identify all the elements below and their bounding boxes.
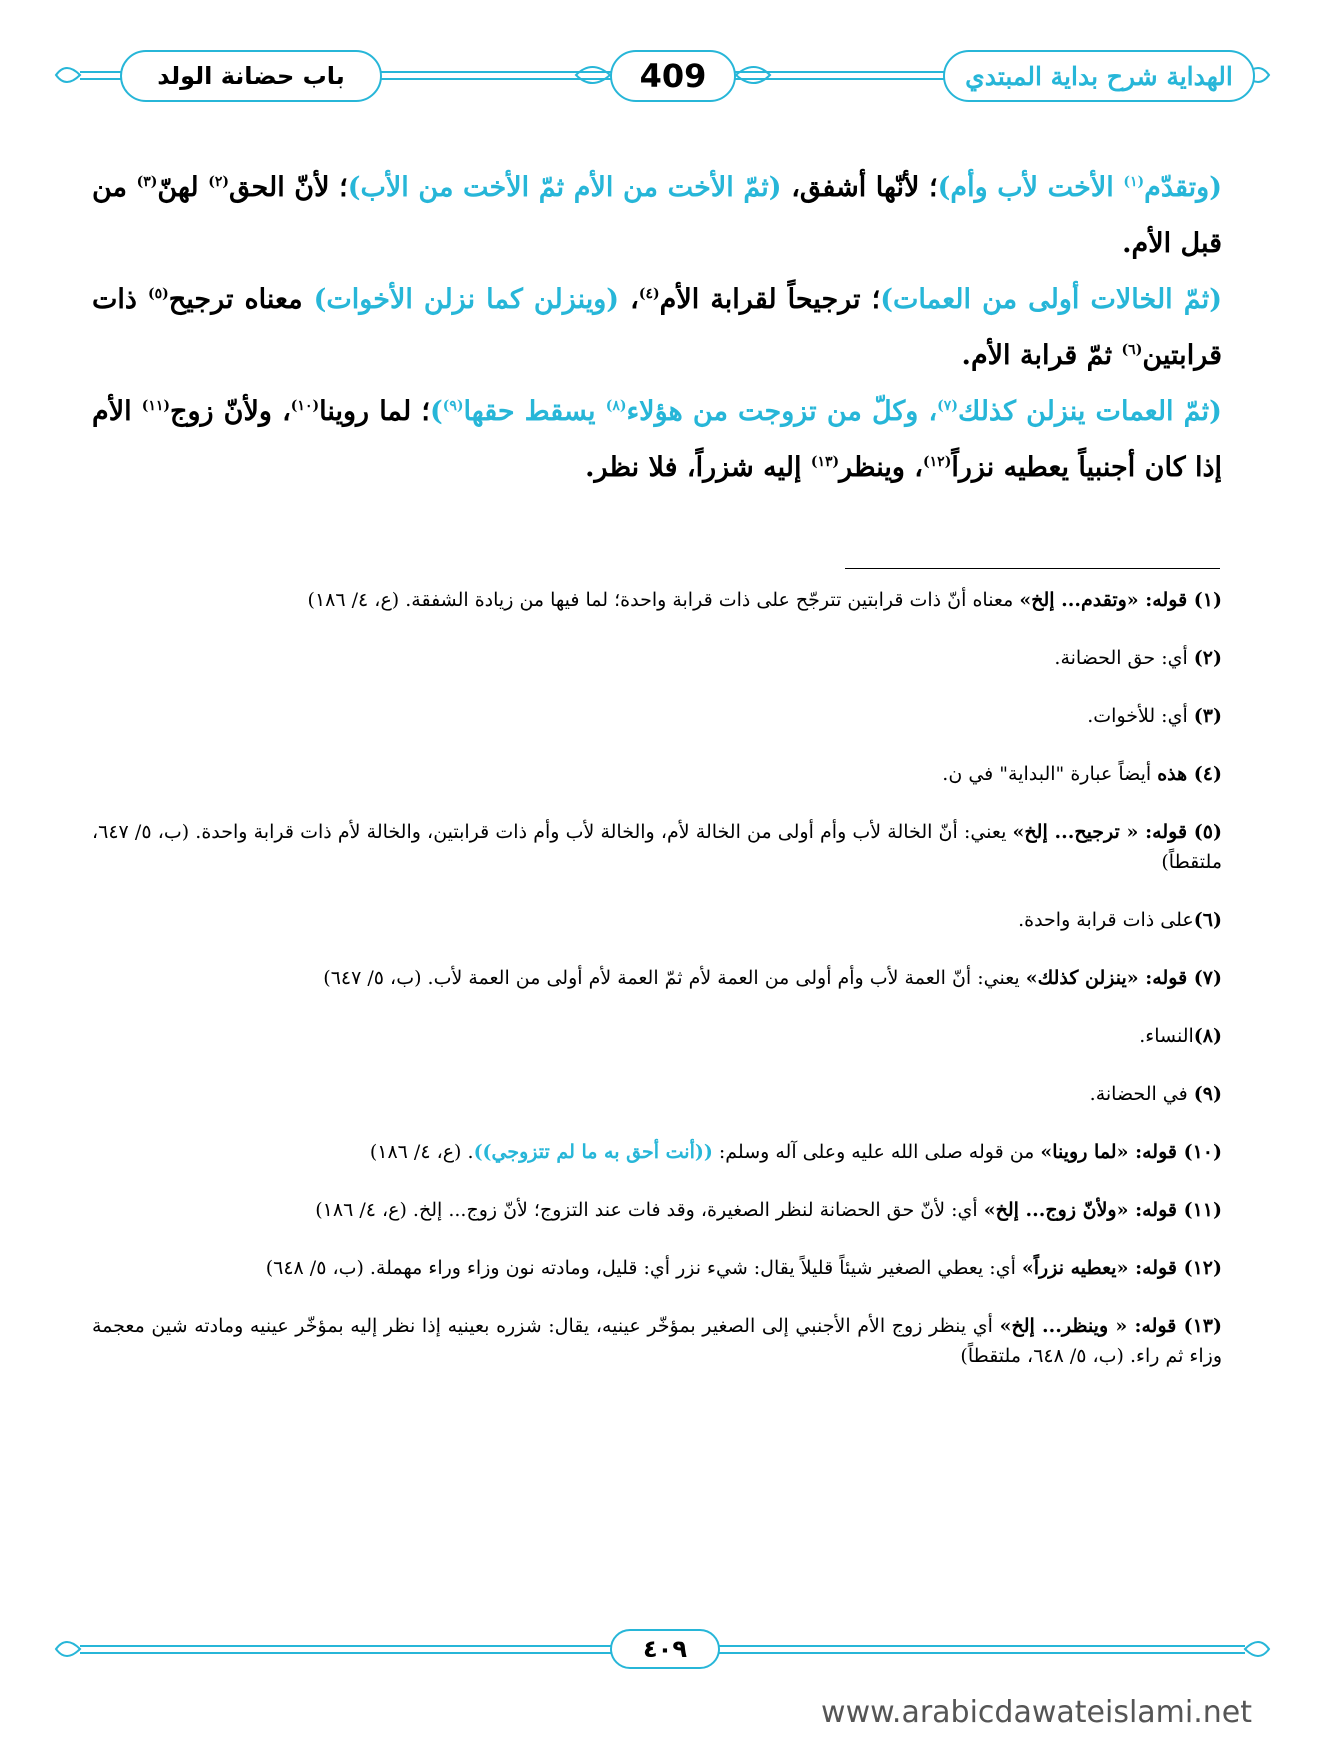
page-footer bbox=[50, 1625, 1275, 1675]
matn-text: (وينزلن كما نزلن الأخوات) bbox=[313, 284, 620, 315]
footnote-label: (٣) bbox=[1193, 705, 1222, 727]
page-header bbox=[50, 42, 1275, 114]
paragraph-3 bbox=[92, 384, 1222, 496]
sharh-text: ؛ لأنّها أشفق، bbox=[781, 172, 938, 203]
footnote-label: (٢) bbox=[1193, 647, 1222, 669]
matn-text: (وتقدّم bbox=[1144, 172, 1222, 203]
paragraph-1 bbox=[92, 160, 1222, 272]
footnote-ref: (١٣) bbox=[810, 454, 840, 470]
footnote-ref: (٨) bbox=[605, 398, 627, 414]
footnote-ref: (١) bbox=[1123, 174, 1145, 190]
footnote-text: . (ع، ٤/ ١٨٦) bbox=[369, 1141, 474, 1163]
page-number-box bbox=[610, 50, 736, 102]
footnote-ref: (١٠) bbox=[290, 398, 320, 414]
footnote-ref: (٢) bbox=[208, 174, 230, 190]
footnote-text: أي: للأخوات. bbox=[1087, 705, 1194, 727]
footnote-label: (٩) bbox=[1193, 1083, 1222, 1105]
footnote-ref: (٥) bbox=[148, 286, 169, 302]
matn-text: الأخت لأب وأم) bbox=[937, 172, 1124, 203]
sharh-text: ، وينظر bbox=[839, 452, 924, 483]
footnote-label: (٨) bbox=[1193, 1025, 1222, 1047]
footnote-text: من قوله صلى الله عليه وعلى آله وسلم: bbox=[712, 1141, 1041, 1163]
footnote-12 bbox=[92, 1253, 1222, 1283]
sharh-text: ذات قرابتين bbox=[92, 284, 1222, 371]
sharh-text: إليه شزراً، فلا نظر. bbox=[585, 452, 811, 483]
footnote-6 bbox=[92, 905, 1222, 935]
footnote-label: (١٠) قوله: «لما روينا» bbox=[1040, 1141, 1222, 1163]
footnote-ref: (٣) bbox=[136, 174, 158, 190]
footnote-13 bbox=[92, 1311, 1222, 1371]
page-number: 409 bbox=[639, 57, 707, 95]
footnote-8 bbox=[92, 1021, 1222, 1051]
footnote-label: (٧) قوله: «ينزلن كذلك» bbox=[1025, 967, 1222, 989]
paragraph-2 bbox=[92, 272, 1222, 384]
footnote-text: أي ينظر زوج الأم الأجنبي إلى الصغير بمؤخّر عينيه، يقال: شزره بعينيه إذا نظر إليه بمؤخّر عينيه ومادته شين معجمة وزاء ثم راء. (ب، ٥/ ٦٤٨، ملتقطاً) bbox=[92, 1315, 1222, 1367]
footnote-ref: (٧) bbox=[937, 398, 958, 414]
website-url: www.arabicdawateislami.net bbox=[821, 1695, 1252, 1730]
footnote-text: في الحضانة. bbox=[1089, 1083, 1194, 1105]
sharh-text: لهنّ bbox=[157, 172, 209, 203]
sharh-text: الأم إذا كان أجنبياً يعطيه نزراً bbox=[92, 396, 1222, 483]
footnote-label: (٦) bbox=[1193, 909, 1222, 931]
footnote-2 bbox=[92, 643, 1222, 673]
sharh-text: ؛ ترجيحاً لقرابة الأم bbox=[659, 284, 881, 315]
footnote-7 bbox=[92, 963, 1222, 993]
matn-text: (ثمّ الأخت من الأم ثمّ الأخت من الأب) bbox=[347, 172, 782, 203]
footnote-5 bbox=[92, 817, 1222, 877]
sharh-text: ، bbox=[619, 284, 639, 315]
sharh-text: ، ولأنّ زوج bbox=[170, 396, 291, 427]
footnote-text: أي: لأنّ حق الحضانة لنظر الصغيرة، وقد فات عند التزوج؛ لأنّ زوج... إلخ. (ع، ٤/ ١٨٦) bbox=[315, 1199, 984, 1221]
footnote-11 bbox=[92, 1195, 1222, 1225]
sharh-text: ثمّ قرابة الأم. bbox=[961, 340, 1122, 371]
footnote-10 bbox=[92, 1137, 1222, 1167]
footnote-text: معناه أنّ ذات قرابتين تترجّح على ذات قرابة واحدة؛ لما فيها من زيادة الشفقة. (ع، ٤/ ١٨٦) bbox=[307, 589, 1020, 611]
footnote-label: (٥) قوله: « ترجيح... إلخ» bbox=[1012, 821, 1222, 843]
matn-text: يسقط حقها bbox=[463, 396, 606, 427]
footnote-ref: (٦) bbox=[1121, 342, 1143, 358]
footnote-text: النساء. bbox=[1139, 1025, 1194, 1047]
footnote-4 bbox=[92, 759, 1222, 789]
matn-text: ) bbox=[429, 396, 443, 427]
footnote-ref: (١٢) bbox=[923, 454, 952, 470]
sharh-text: ؛ لأنّ الحق bbox=[229, 172, 348, 203]
footnote-text: يعني: أنّ العمة لأب وأم أولى من العمة لأم ثمّ العمة لأم أولى من العمة لأب. (ب، ٥/ ٦٤٧) bbox=[323, 967, 1026, 989]
sharh-text: من قبل الأم. bbox=[92, 172, 1222, 259]
footnote-text: على ذات قرابة واحدة. bbox=[1018, 909, 1194, 931]
footer-page-number-box bbox=[610, 1629, 720, 1669]
footnote-text: أي: يعطي الصغير شيئاً قليلاً يقال: شيء نزر أي: قليل، ومادته نون وزاء وراء مهملة. (ب، ٥/ ٦٤٨) bbox=[265, 1257, 1022, 1279]
footnote-text: أيضاً عبارة "البداية" في ن. bbox=[942, 763, 1158, 785]
sharh-text: ؛ لما روينا bbox=[319, 396, 430, 427]
chapter-title-box bbox=[120, 50, 382, 102]
footnote-label: (١) قوله: «وتقدم... إلخ» bbox=[1019, 589, 1222, 611]
matn-text: (ثمّ العمات ينزلن كذلك bbox=[957, 396, 1222, 427]
book-title-box bbox=[943, 50, 1255, 102]
footnote-label: (١١) قوله: «ولأنّ زوج... إلخ» bbox=[983, 1199, 1222, 1221]
footnote-ref: (٤) bbox=[638, 286, 660, 302]
footnote-3 bbox=[92, 701, 1222, 731]
footnote-divider bbox=[845, 568, 1220, 569]
footnote-9 bbox=[92, 1079, 1222, 1109]
hadith-quote: ((أنت أحق به ما لم تتزوجي)) bbox=[473, 1141, 713, 1163]
main-text bbox=[92, 160, 1222, 496]
footer-page-number: ٤٠٩ bbox=[643, 1635, 687, 1663]
sharh-text: معناه ترجيح bbox=[168, 284, 314, 315]
footnotes bbox=[92, 585, 1222, 1399]
footnote-text: يعني: أنّ الخالة لأب وأم أولى من الخالة لأم، والخالة لأب وأم ذات قرابتين، والخالة لأم ذات قرابة واحدة. (ب، ٥/ ٦٤٧، ملتقطاً) bbox=[92, 821, 1222, 873]
matn-text: (ثمّ الخالات أولى من العمات) bbox=[880, 284, 1222, 315]
footnote-1 bbox=[92, 585, 1222, 615]
footnote-ref: (١١) bbox=[141, 398, 171, 414]
matn-text: ، وكلّ من تزوجت من هؤلاء bbox=[626, 396, 938, 427]
chapter-title: باب حضانة الولد bbox=[157, 62, 345, 90]
footnote-label: (١٣) قوله: « وينظر... إلخ» bbox=[999, 1315, 1222, 1337]
footnote-ref: (٩) bbox=[442, 398, 464, 414]
footnote-text: أي: حق الحضانة. bbox=[1054, 647, 1194, 669]
footnote-label: (١٢) قوله: «يعطيه نزراً» bbox=[1021, 1257, 1222, 1279]
footnote-label: (٤) هذه bbox=[1157, 763, 1222, 785]
book-title: الهداية شرح بداية المبتدي bbox=[965, 61, 1233, 91]
